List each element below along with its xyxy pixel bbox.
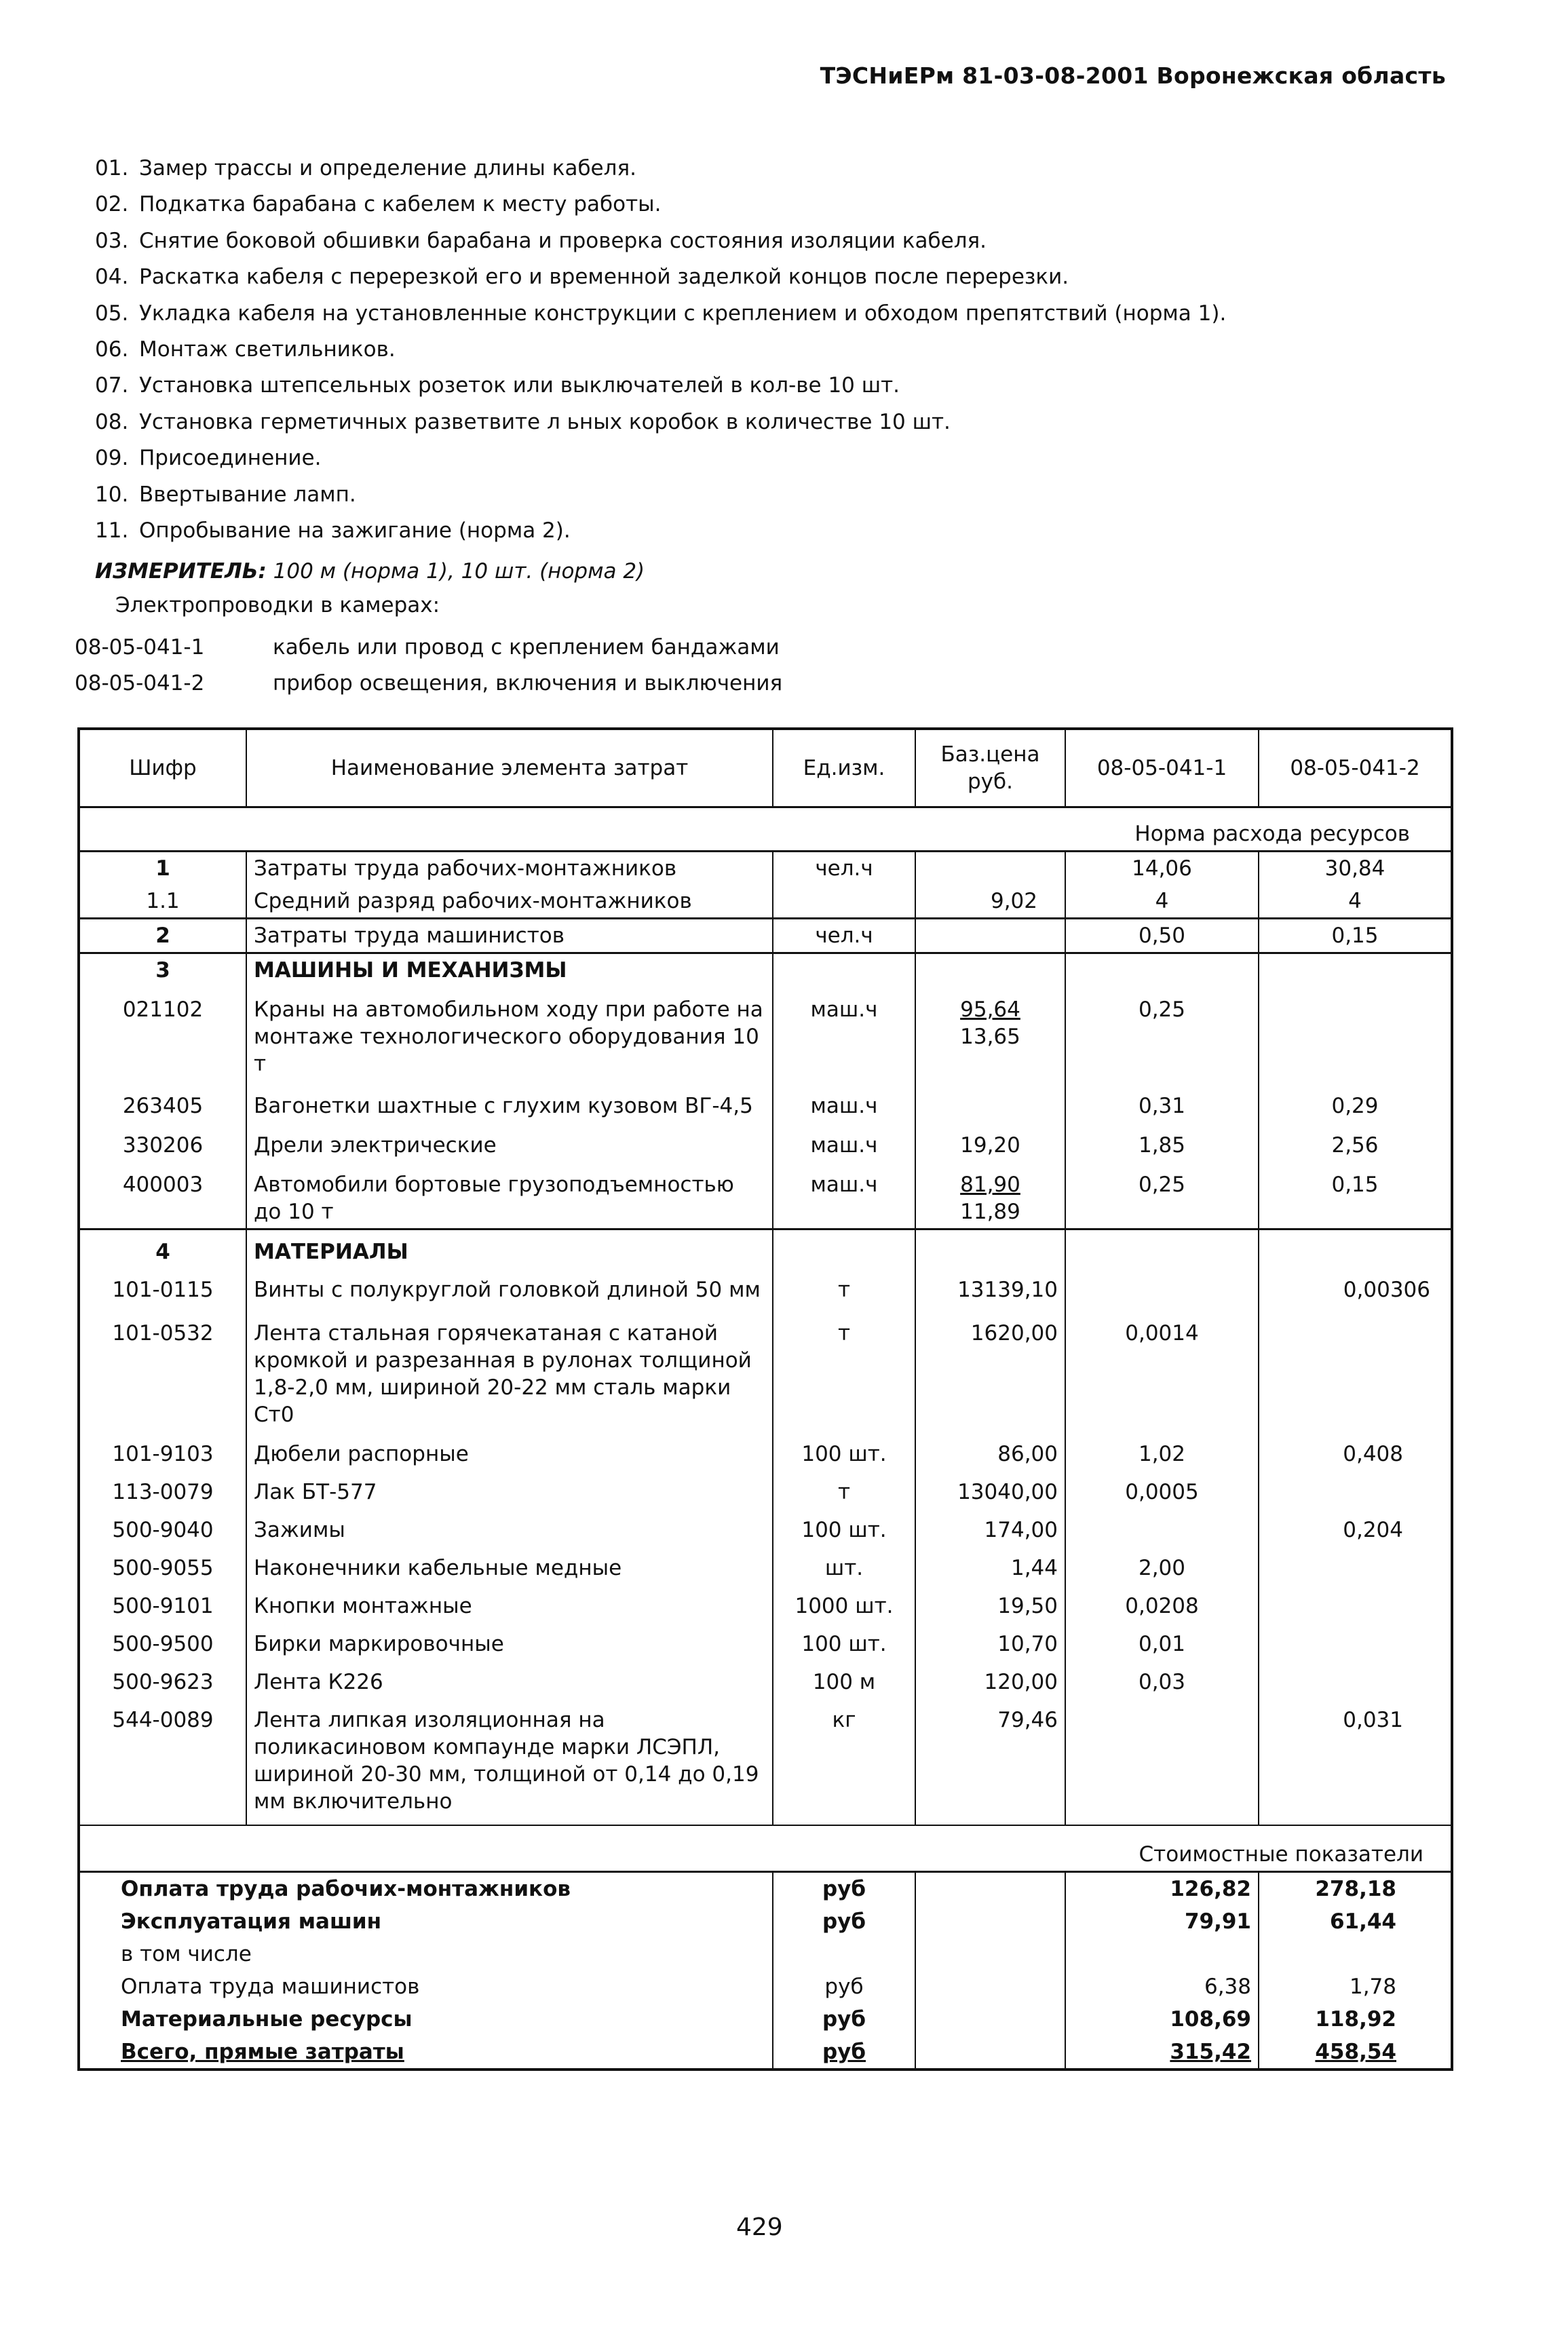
operation-num: 11.	[95, 518, 129, 543]
cell-v2: 2,56	[1259, 1122, 1452, 1162]
cell-name: Дрели электрические	[246, 1122, 773, 1162]
cell-name: Автомобили бортовые грузоподъемностью до 10 т	[246, 1162, 773, 1229]
summary-v1: 108,69	[1065, 2003, 1259, 2036]
cell-v1: 0,0014	[1065, 1306, 1259, 1431]
cell-cipher: 330206	[79, 1122, 246, 1162]
cost-caption: Стоимостные показатели	[79, 1825, 1452, 1872]
summary-name: Оплата труда машинистов	[79, 1970, 773, 2003]
table-row	[79, 1546, 1452, 1584]
cell-unit: чел.ч	[773, 919, 915, 953]
meter-value: 100 м (норма 1), 10 шт. (норма 2)	[273, 559, 645, 584]
cell-v2: 0,00306	[1259, 1268, 1452, 1306]
cell-cipher: 263405	[79, 1080, 246, 1122]
summary-v2	[1259, 1938, 1452, 1970]
cell-name: Лента К226	[246, 1660, 773, 1698]
cell-price: 13139,10	[915, 1268, 1065, 1306]
cell-name: Кнопки монтажные	[246, 1584, 773, 1622]
operation-item	[95, 332, 1226, 368]
operation-num: 05.	[95, 301, 129, 326]
cell-name: Лента стальная горячекатаная с катаной кромкой и разрезанная в рулонах толщиной 1,8-2,0 мм, шириной 20-22 мм сталь марки Ст0	[246, 1306, 773, 1431]
header-col1: 08-05-041-1	[1065, 729, 1259, 807]
cell-unit: т	[773, 1268, 915, 1306]
cell-name: Затраты труда рабочих-монтажников	[246, 852, 773, 885]
cell-price: 79,46	[915, 1698, 1065, 1825]
cell-unit: маш.ч	[773, 1080, 915, 1122]
table-row	[79, 987, 1452, 1080]
cell-cipher: 021102	[79, 987, 246, 1080]
summary-v2: 61,44	[1259, 1905, 1452, 1938]
summary-v2: 458,54	[1259, 2036, 1452, 2070]
cell-v1: 0,25	[1065, 987, 1259, 1080]
cell-name: Лак БТ-577	[246, 1470, 773, 1508]
cell-v2: 0,15	[1259, 919, 1452, 953]
cell-name: Краны на автомобильном ходу при работе на монтаже технологического оборудования 10 т	[246, 987, 773, 1080]
cell-v2	[1259, 1660, 1452, 1698]
cell-v2: 0,29	[1259, 1080, 1452, 1122]
cell-v2	[1259, 1470, 1452, 1508]
cell-v1: 2,00	[1065, 1546, 1259, 1584]
cell-v1: 0,25	[1065, 1162, 1259, 1229]
code-desc: прибор освещения, включения и выключения	[273, 671, 783, 695]
operation-item	[95, 296, 1226, 332]
cell-v1: 0,31	[1065, 1080, 1259, 1122]
cell-name: Зажимы	[246, 1508, 773, 1546]
operation-text: Установка штепсельных розеток или выключателей в кол-ве 10 шт.	[139, 373, 900, 398]
norm-caption: Норма расхода ресурсов	[79, 807, 1452, 852]
table-row	[79, 1431, 1452, 1470]
table-row	[79, 1622, 1452, 1660]
cell-cipher: 101-0115	[79, 1268, 246, 1306]
cell-v1: 1,85	[1065, 1122, 1259, 1162]
cell-v2	[1259, 1622, 1452, 1660]
summary-name: Эксплуатация машин	[79, 1905, 773, 1938]
code-value: 08-05-041-2	[75, 671, 205, 695]
cell-unit: т	[773, 1306, 915, 1431]
summary-unit: руб	[773, 1872, 915, 1906]
table-row	[79, 919, 1452, 953]
summary-v2: 118,92	[1259, 2003, 1452, 2036]
section-row-materials	[79, 1229, 1452, 1269]
table-row	[79, 1584, 1452, 1622]
summary-name: Материальные ресурсы	[79, 2003, 773, 2036]
cell-cipher: 4	[79, 1229, 246, 1269]
cell-cipher: 500-9040	[79, 1508, 246, 1546]
cell-cipher: 400003	[79, 1162, 246, 1229]
operation-text: Подкатка барабана с кабелем к месту работы.	[139, 192, 662, 217]
cell-cipher: 101-0532	[79, 1306, 246, 1431]
cell-v1: 0,0208	[1065, 1584, 1259, 1622]
cell-cipher: 1.1	[79, 885, 246, 919]
section-subtitle: Электропроводки в камерах:	[115, 593, 440, 617]
cell-price: 1,44	[915, 1546, 1065, 1584]
operation-text: Установка герметичных разветвите л ьных коробок в количестве 10 шт.	[139, 409, 951, 434]
cell-v1: 14,06	[1065, 852, 1259, 885]
cell-v2: 0,031	[1259, 1698, 1452, 1825]
cell-price: 174,00	[915, 1508, 1065, 1546]
cell-price	[915, 852, 1065, 885]
section-row-machines	[79, 953, 1452, 987]
table-row	[79, 1470, 1452, 1508]
table-row	[79, 1268, 1452, 1306]
summary-unit	[773, 1938, 915, 1970]
cell-price: 13040,00	[915, 1470, 1065, 1508]
cell-v1: 0,50	[1065, 919, 1259, 953]
summary-name: в том числе	[79, 1938, 773, 1970]
cell-name: Вагонетки шахтные с глухим кузовом ВГ-4,5	[246, 1080, 773, 1122]
summary-row	[79, 2036, 1452, 2070]
operation-num: 09.	[95, 446, 129, 471]
header-unit: Ед.изм.	[773, 729, 915, 807]
page-number: 429	[736, 2213, 783, 2241]
cell-name: Наконечники кабельные медные	[246, 1546, 773, 1584]
cell-v1: 4	[1065, 885, 1259, 919]
cell-unit: маш.ч	[773, 1122, 915, 1162]
operation-text: Раскатка кабеля с перерезкой его и временной заделкой концов после перерезки.	[139, 265, 1069, 290]
operation-text: Присоединение.	[139, 446, 322, 471]
cell-v2: 0,408	[1259, 1431, 1452, 1470]
cell-name: Средний разряд рабочих-монтажников	[246, 885, 773, 919]
cell-unit: маш.ч	[773, 1162, 915, 1229]
operation-num: 01.	[95, 156, 129, 180]
operation-num: 03.	[95, 228, 129, 253]
table-row	[79, 1162, 1452, 1229]
cell-unit: маш.ч	[773, 987, 915, 1080]
table-row	[79, 1306, 1452, 1431]
summary-row	[79, 2003, 1452, 2036]
cell-cipher: 500-9500	[79, 1622, 246, 1660]
operation-text: Снятие боковой обшивки барабана и проверка состояния изоляции кабеля.	[139, 228, 987, 253]
cell-name: Лента липкая изоляционная на поликасиновом компаунде марки ЛСЭПЛ, шириной 20-30 мм, толщиной от 0,14 до 0,19 мм включительно	[246, 1698, 773, 1825]
summary-row	[79, 1872, 1452, 1906]
cell-name: Бирки маркировочные	[246, 1622, 773, 1660]
operation-text: Укладка кабеля на установленные конструкции с креплением и обходом препятствий (норма 1).	[139, 301, 1227, 326]
cell-price: 86,00	[915, 1431, 1065, 1470]
table-row	[79, 1080, 1452, 1122]
cell-unit: 100 шт.	[773, 1508, 915, 1546]
table-row	[79, 1698, 1452, 1825]
operation-num: 10.	[95, 482, 129, 507]
code-item	[75, 666, 782, 702]
cell-cipher: 500-9623	[79, 1660, 246, 1698]
cell-unit: 100 шт.	[773, 1431, 915, 1470]
operation-item	[95, 368, 1226, 404]
header-name: Наименование элемента затрат	[246, 729, 773, 807]
summary-unit: руб	[773, 2003, 915, 2036]
summary-unit: руб	[773, 1970, 915, 2003]
cell-price: 19,20	[915, 1122, 1065, 1162]
header-price: Баз.цена руб.	[915, 729, 1065, 807]
summary-row	[79, 1970, 1452, 2003]
code-list	[75, 630, 782, 702]
cell-v1	[1065, 1508, 1259, 1546]
cell-unit: кг	[773, 1698, 915, 1825]
header-cipher: Шифр	[79, 729, 246, 807]
cell-unit: 100 шт.	[773, 1622, 915, 1660]
cell-cipher: 2	[79, 919, 246, 953]
summary-v1: 315,42	[1065, 2036, 1259, 2070]
cell-price	[915, 919, 1065, 953]
cell-unit: 100 м	[773, 1660, 915, 1698]
cell-name: Винты с полукруглой головкой длиной 50 мм	[246, 1268, 773, 1306]
cell-price: 120,00	[915, 1660, 1065, 1698]
cell-v1: 0,01	[1065, 1622, 1259, 1660]
meter-line	[95, 559, 645, 584]
summary-v2: 1,78	[1259, 1970, 1452, 2003]
cell-cipher: 500-9101	[79, 1584, 246, 1622]
cell-v2	[1259, 1306, 1452, 1431]
cell-price: 1620,00	[915, 1306, 1065, 1431]
cell-unit: чел.ч	[773, 852, 915, 885]
cell-cipher: 3	[79, 953, 246, 987]
cell-cipher: 500-9055	[79, 1546, 246, 1584]
operation-num: 08.	[95, 409, 129, 434]
summary-name: Оплата труда рабочих-монтажников	[79, 1872, 773, 1906]
cell-unit: шт.	[773, 1546, 915, 1584]
summary-v1: 126,82	[1065, 1872, 1259, 1906]
cell-v2	[1259, 1584, 1452, 1622]
price-sub: 11,89	[960, 1200, 1020, 1224]
header-col2: 08-05-041-2	[1259, 729, 1452, 807]
table-row	[79, 852, 1452, 885]
cell-price	[915, 1162, 1065, 1229]
page-header: ТЭСНиЕРм 81-03-08-2001 Воронежская область	[820, 62, 1446, 89]
cell-v2: 30,84	[1259, 852, 1452, 885]
resource-table	[77, 727, 1453, 2071]
price-sub: 13,65	[960, 1025, 1020, 1049]
operation-text: Монтаж светильников.	[139, 337, 396, 362]
operation-text: Замер трассы и определение длины кабеля.	[139, 156, 636, 180]
operation-num: 07.	[95, 373, 129, 398]
summary-v1: 79,91	[1065, 1905, 1259, 1938]
summary-v1	[1065, 1938, 1259, 1970]
cell-v1: 0,0005	[1065, 1470, 1259, 1508]
cell-price	[915, 987, 1065, 1080]
section-title: МАШИНЫ И МЕХАНИЗМЫ	[246, 953, 773, 987]
operation-item	[95, 440, 1226, 476]
code-value: 08-05-041-1	[75, 635, 205, 660]
summary-row	[79, 1905, 1452, 1938]
table-row	[79, 1508, 1452, 1546]
cell-price: 10,70	[915, 1622, 1065, 1660]
cell-price: 9,02	[915, 885, 1065, 919]
operation-item	[95, 513, 1226, 549]
operations-list	[95, 151, 1226, 549]
summary-name: Всего, прямые затраты	[79, 2036, 773, 2070]
operation-item	[95, 187, 1226, 223]
operation-item	[95, 404, 1226, 440]
operation-num: 06.	[95, 337, 129, 362]
operation-item	[95, 477, 1226, 513]
section-title: МАТЕРИАЛЫ	[246, 1229, 773, 1269]
summary-v2: 278,18	[1259, 1872, 1452, 1906]
operation-num: 04.	[95, 265, 129, 290]
cell-cipher: 113-0079	[79, 1470, 246, 1508]
cell-price	[915, 1080, 1065, 1122]
operation-text: Опробывание на зажигание (норма 2).	[139, 518, 571, 543]
cell-v1	[1065, 1698, 1259, 1825]
summary-row	[79, 1938, 1452, 1970]
cell-v1	[1065, 1268, 1259, 1306]
table-row	[79, 885, 1452, 919]
cell-unit: т	[773, 1470, 915, 1508]
summary-unit: руб	[773, 1905, 915, 1938]
cell-v2	[1259, 987, 1452, 1080]
price-main: 95,64	[960, 997, 1020, 1022]
cell-v2	[1259, 1546, 1452, 1584]
cell-price: 19,50	[915, 1584, 1065, 1622]
cell-v1: 0,03	[1065, 1660, 1259, 1698]
cell-v2: 4	[1259, 885, 1452, 919]
operation-item	[95, 223, 1226, 259]
summary-unit: руб	[773, 2036, 915, 2070]
cell-v2: 0,15	[1259, 1162, 1452, 1229]
price-main: 81,90	[960, 1172, 1020, 1197]
cell-cipher: 1	[79, 852, 246, 885]
operation-text: Ввертывание ламп.	[139, 482, 356, 507]
code-item	[75, 630, 782, 666]
table-row	[79, 1660, 1452, 1698]
table-row	[79, 1122, 1452, 1162]
code-desc: кабель или провод с креплением бандажами	[273, 635, 780, 660]
cell-v2: 0,204	[1259, 1508, 1452, 1546]
cell-unit: 1000 шт.	[773, 1584, 915, 1622]
operation-item	[95, 259, 1226, 295]
cell-name: Дюбели распорные	[246, 1431, 773, 1470]
meter-label: ИЗМЕРИТЕЛЬ:	[95, 559, 267, 584]
summary-v1: 6,38	[1065, 1970, 1259, 2003]
cell-name: Затраты труда машинистов	[246, 919, 773, 953]
cell-cipher: 544-0089	[79, 1698, 246, 1825]
cell-cipher: 101-9103	[79, 1431, 246, 1470]
cell-unit	[773, 885, 915, 919]
cell-v1: 1,02	[1065, 1431, 1259, 1470]
operation-item	[95, 151, 1226, 187]
operation-num: 02.	[95, 192, 129, 217]
